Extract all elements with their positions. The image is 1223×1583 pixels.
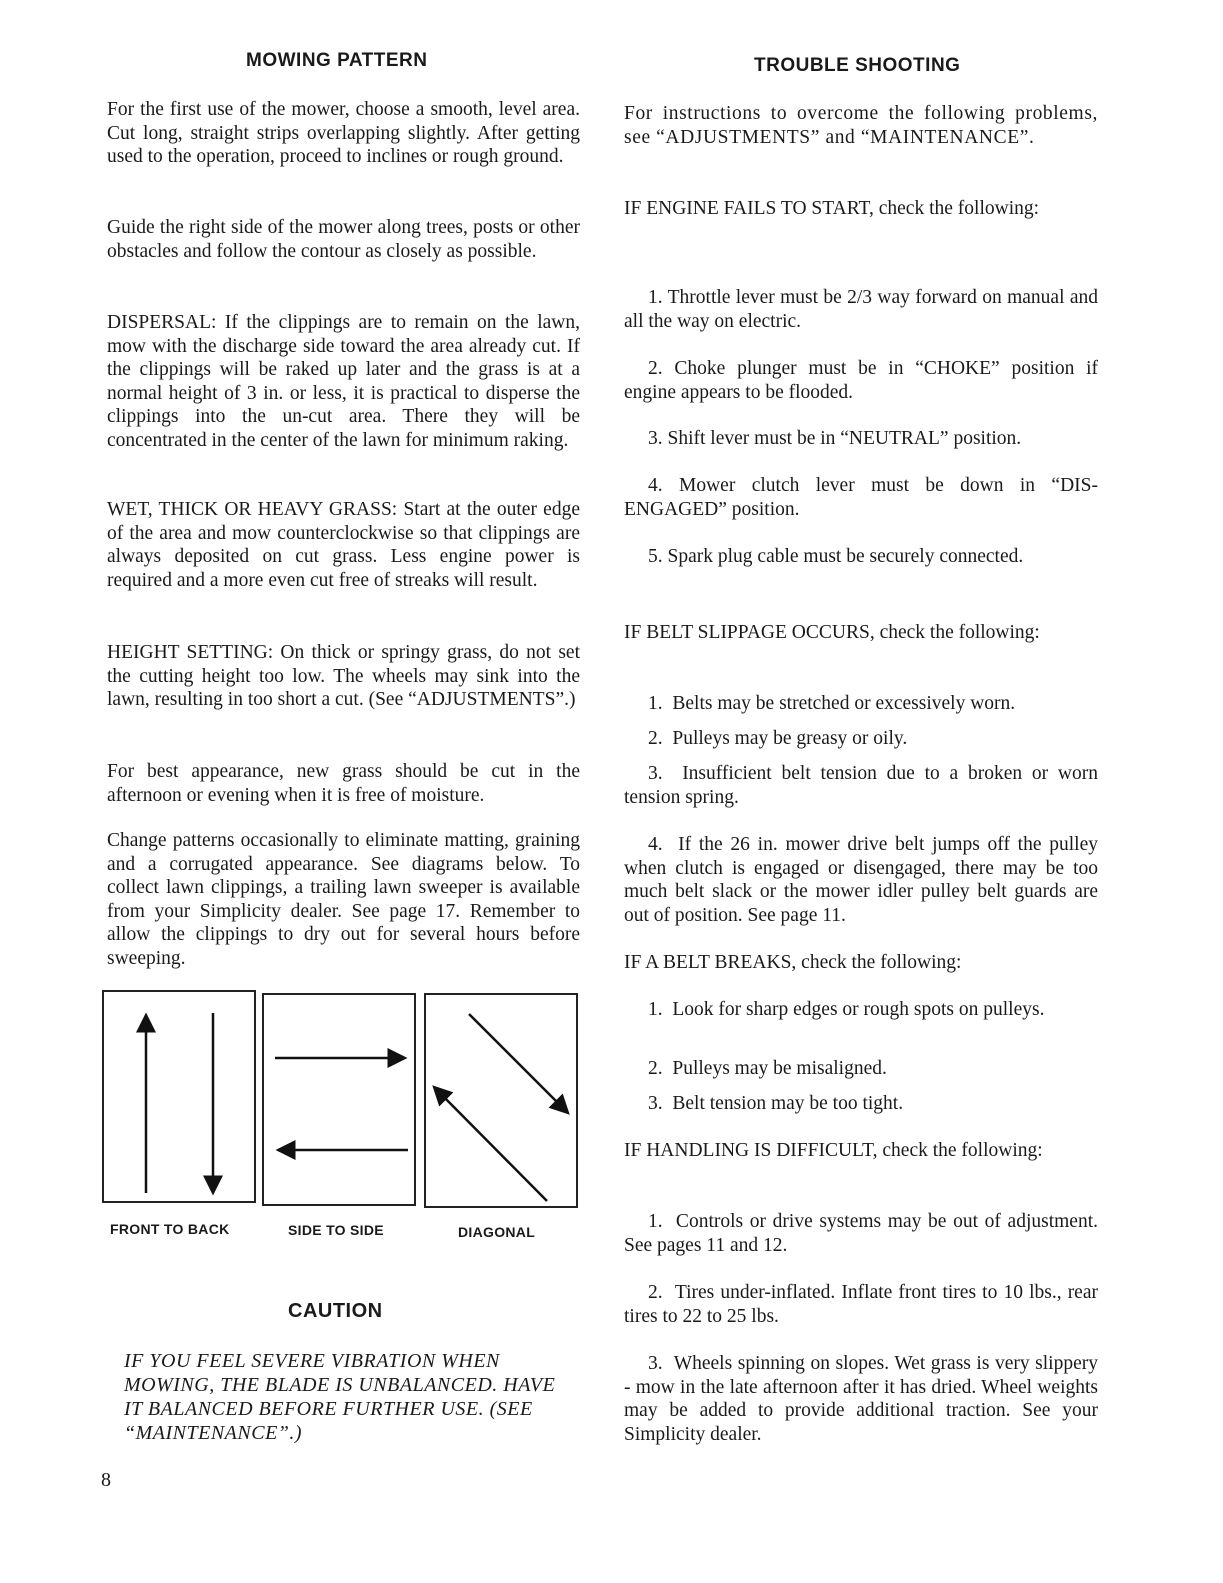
paragraph: DISPERSAL: If the clippings are to remain on the lawn, mow with the discharge side toward the area already cut. If the clippings will be raked up later and the grass is at a normal height of 3 in. or less, it is practical to disperse the clippings into the un-cut area. There they will be concentrated in the center of the lawn for minimum raking. <box>107 312 580 451</box>
list-item: 1. Belts may be stretched or excessively worn. <box>648 693 1016 714</box>
list-item: 2. Choke plunger must be in “CHOKE” position if engine appears to be flooded. <box>624 358 1098 403</box>
page-number: 8 <box>101 1469 111 1491</box>
diagram-label: DIAGONAL <box>458 1224 536 1240</box>
list-item: 4. If the 26 in. mower drive belt jumps off the pulley when clutch is engaged or disengaged, there may be too much belt slack or the mower idler pulley belt guards are out of position. See page 11. <box>624 834 1098 926</box>
list-item: 3. Belt tension may be too tight. <box>648 1093 904 1114</box>
list-item: 1. Controls or drive systems may be out of adjustment. See pages 11 and 12. <box>624 1211 1098 1256</box>
diagram-label: FRONT TO BACK <box>110 1221 230 1237</box>
list-item: 4. Mower clutch lever must be down in “DIS-ENGAGED” position. <box>624 475 1098 520</box>
list-item: 2. Tires under-inflated. Inflate front tires to 10 lbs., rear tires to 22 to 25 lbs. <box>624 1282 1098 1327</box>
caution-text: IF YOU FEEL SEVERE VIBRATION WHEN MOWING, THE BLADE IS UNBALANCED. HAVE IT BALANCED BEFORE FURTHER USE. (SEE “MAINTENANCE”.) <box>124 1350 556 1444</box>
section-title: IF HANDLING IS DIFFICULT, check the following: <box>624 1140 1043 1161</box>
list-item: 3. Insufficient belt tension due to a broken or worn tension spring. <box>624 763 1098 808</box>
list-item: 3. Shift lever must be in “NEUTRAL” position. <box>648 428 1022 449</box>
mowing-pattern-heading: MOWING PATTERN <box>246 50 428 71</box>
intro: For instructions to overcome the following problems, see “ADJUSTMENTS” and “MAINTENANCE”. <box>624 103 1098 148</box>
list-item: 1. Throttle lever must be 2/3 way forward on manual and all the way on electric. <box>624 287 1098 332</box>
paragraph: Change patterns occasionally to eliminate matting, graining and a corrugated appearance. See diagrams below. To collect lawn clippings, a trailing lawn sweeper is available from your Simplicity dealer. See page 17. Remember to allow the clippings to dry out for several hours before sweeping. <box>107 830 580 969</box>
paragraph: Guide the right side of the mower along trees, posts or other obstacles and follow the contour as closely as possible. <box>107 217 580 262</box>
list-item: 5. Spark plug cable must be securely connected. <box>648 546 1024 567</box>
section-title: IF ENGINE FAILS TO START, check the following: <box>624 198 1040 219</box>
section-title: IF BELT SLIPPAGE OCCURS, check the following: <box>624 622 1040 643</box>
paragraph: HEIGHT SETTING: On thick or springy grass, do not set the cutting height too low. The wheels may sink into the lawn, resulting in too short a cut. (See “ADJUSTMENTS”.) <box>107 642 580 710</box>
paragraph: WET, THICK OR HEAVY GRASS: Start at the outer edge of the area and mow counterclockwise so that clippings are always deposited on cut grass. Less engine power is required and a more even cut free of streaks will result. <box>107 499 580 591</box>
diagram-label: SIDE TO SIDE <box>288 1222 384 1238</box>
list-item: 2. Pulleys may be misaligned. <box>648 1058 887 1079</box>
arrow-diagonal-down-icon <box>469 1014 568 1113</box>
section-title: IF A BELT BREAKS, check the following: <box>624 952 962 973</box>
paragraph: For best appearance, new grass should be cut in the afternoon or evening when it is free of moisture. <box>107 761 580 806</box>
list-item: 2. Pulleys may be greasy or oily. <box>648 728 908 749</box>
list-item: 3. Wheels spinning on slopes. Wet grass is very slippery - mow in the late afternoon after it has dried. Wheel weights may be added to provide additional traction. See your Simplicity dealer. <box>624 1353 1098 1445</box>
arrow-diagonal-up-icon <box>434 1087 547 1201</box>
caution-heading: CAUTION <box>288 1300 383 1322</box>
list-item: 1. Look for sharp edges or rough spots on pulleys. <box>648 999 1045 1020</box>
paragraph: For the first use of the mower, choose a smooth, level area. Cut long, straight strips overlapping slightly. After getting used to the operation, proceed to inclines or rough ground. <box>107 99 580 167</box>
trouble-shooting-heading: TROUBLE SHOOTING <box>754 55 961 76</box>
